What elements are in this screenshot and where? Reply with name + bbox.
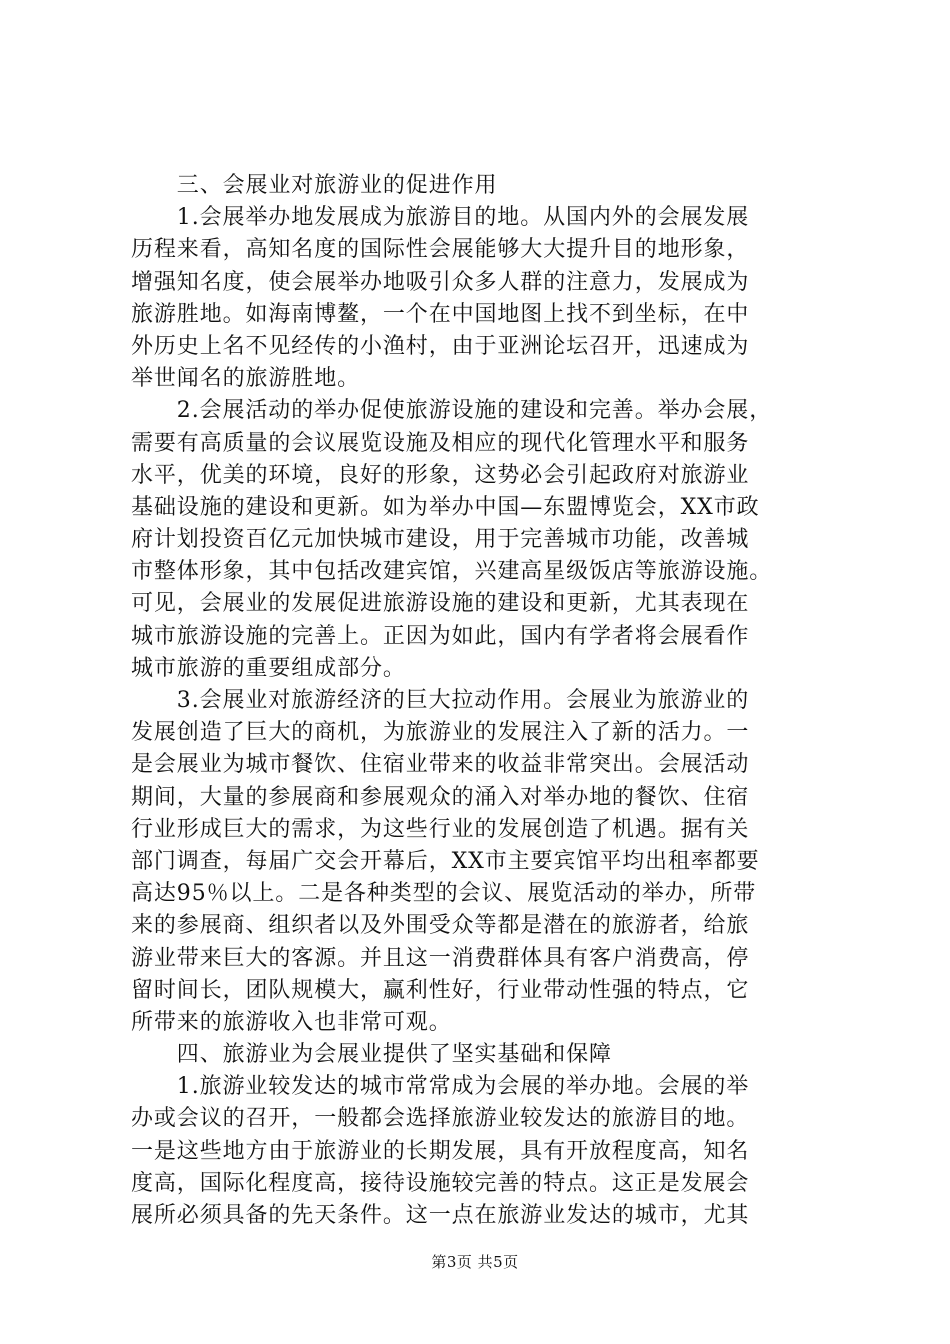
- text-line: 办或会议的召开，一般都会选择旅游业较发达的旅游目的地。: [131, 1106, 750, 1132]
- text-line: 发展创造了巨大的商机，为旅游业的发展注入了新的活力。一: [131, 720, 750, 746]
- text-line: 所带来的旅游收入也非常可观。: [131, 1009, 452, 1035]
- text-line: 需要有高质量的会议展览设施及相应的现代化管理水平和服务: [131, 430, 750, 456]
- text-line: 期间，大量的参展商和参展观众的涌入对举办地的餐饮、住宿: [131, 784, 750, 810]
- text-line: 留时间长，团队规模大，赢利性好，行业带动性强的特点，它: [131, 977, 750, 1003]
- body-text: [131, 170, 833, 1232]
- text-line: 府计划投资百亿元加快城市建设，用于完善城市功能，改善城: [131, 527, 750, 553]
- text-line: 来的参展商、组织者以及外围受众等都是潜在的旅游者，给旅: [131, 913, 750, 939]
- text-line: 基础设施的建设和更新。如为举办中国—东盟博览会，XX市政: [131, 494, 760, 520]
- text-line: 1.旅游业较发达的城市常常成为会展的举办地。会展的举: [131, 1074, 750, 1100]
- text-line: 是会展业为城市餐饮、住宿业带来的收益非常突出。会展活动: [131, 752, 750, 778]
- text-line: 行业形成巨大的需求，为这些行业的发展创造了机遇。据有关: [131, 816, 750, 842]
- text-line: 2.会展活动的举办促使旅游设施的建设和完善。举办会展，: [131, 398, 773, 424]
- text-line: 增强知名度，使会展举办地吸引众多人群的注意力，发展成为: [131, 269, 750, 295]
- text-line: 旅游胜地。如海南博鳌，一个在中国地图上找不到坐标，在中: [131, 301, 750, 327]
- text-line: 举世闻名的旅游胜地。: [131, 366, 361, 392]
- text-line: 外历史上名不见经传的小渔村，由于亚洲论坛召开，迅速成为: [131, 333, 750, 359]
- text-line: 1.会展举办地发展成为旅游目的地。从国内外的会展发展: [131, 205, 750, 231]
- text-line: 一是这些地方由于旅游业的长期发展，具有开放程度高，知名: [131, 1138, 750, 1164]
- text-line: 3.会展业对旅游经济的巨大拉动作用。会展业为旅游业的: [131, 688, 750, 713]
- text-line: 高达95％以上。二是各种类型的会议、展览活动的举办，所带: [131, 881, 757, 907]
- text-line: 市整体形象，其中包括改建宾馆，兴建高星级饭店等旅游设施。: [131, 559, 773, 585]
- text-line: 度高，国际化程度高，接待设施较完善的特点。这正是发展会: [131, 1170, 750, 1196]
- text-line: 三、会展业对旅游业的促进作用: [131, 173, 498, 198]
- text-line: 可见，会展业的发展促进旅游设施的建设和更新，尤其表现在: [131, 591, 750, 617]
- text-line: 展所必须具备的先天条件。这一点在旅游业发达的城市，尤其: [131, 1203, 750, 1228]
- text-line: 历程来看，高知名度的国际性会展能够大大提升目的地形象，: [131, 237, 750, 263]
- text-line: 四、旅游业为会展业提供了坚实基础和保障: [131, 1042, 612, 1068]
- text-line: 部门调查，每届广交会开幕后，XX市主要宾馆平均出租率都要: [131, 848, 760, 874]
- text-line: 城市旅游的重要组成部分。: [131, 655, 406, 681]
- text-line: 游业带来巨大的客源。并且这一消费群体具有客户消费高，停: [131, 945, 750, 971]
- text-line: 城市旅游设施的完善上。正因为如此，国内有学者将会展看作: [131, 623, 750, 649]
- page-footer: 第3页 共5页: [431, 1253, 519, 1271]
- text-line: 水平，优美的环境，良好的形象，这势必会引起政府对旅游业: [131, 462, 750, 488]
